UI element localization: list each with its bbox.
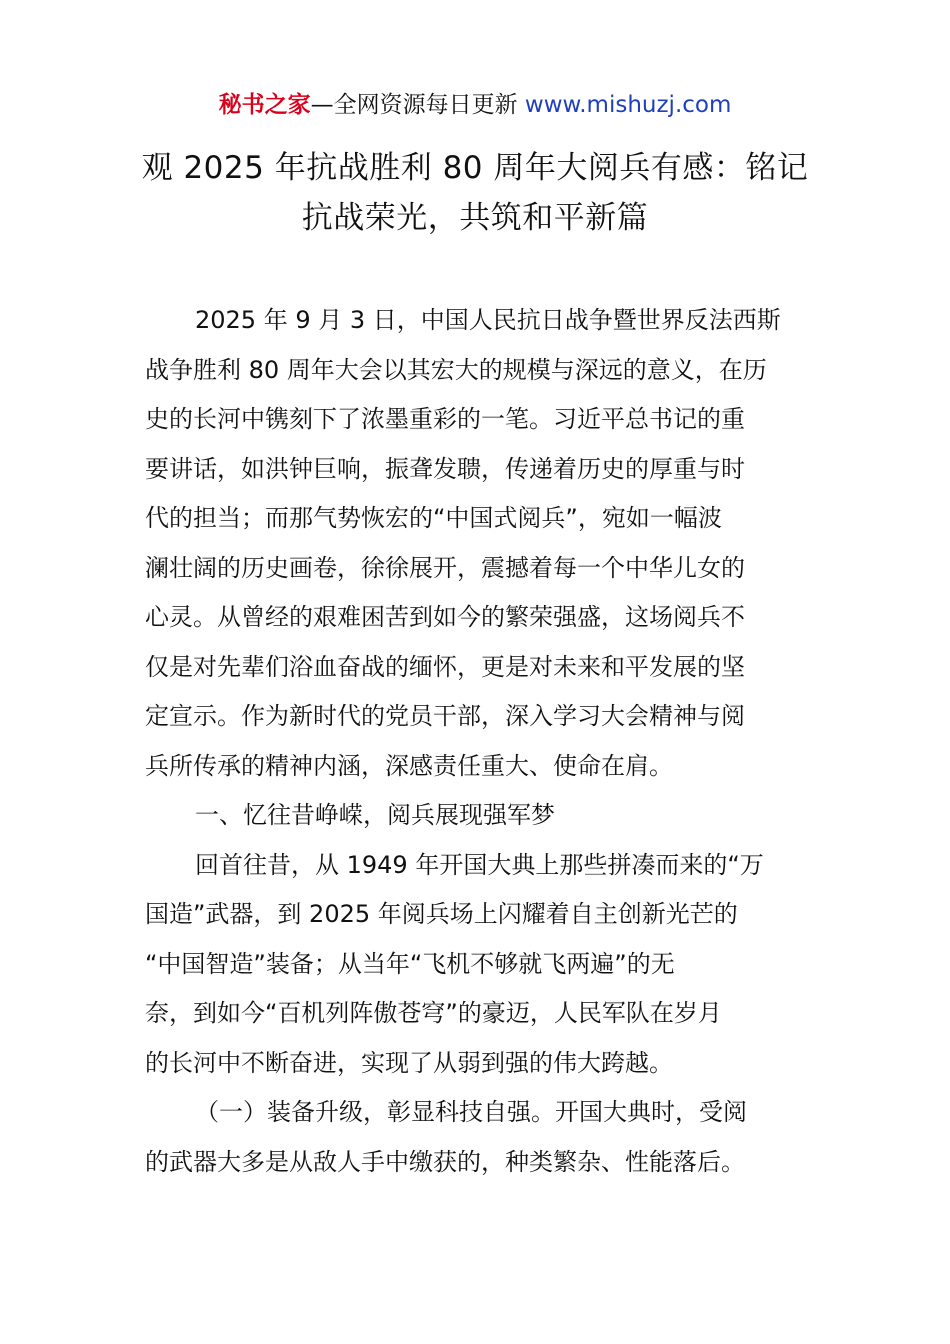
article-body [145, 296, 807, 1187]
paragraph-line: 代的担当；而那气势恢宏的“中国式阅兵”，宛如一幅波 [145, 504, 722, 532]
paragraph-line: 回首往昔，从 1949 年开国大典上那些拼凑而来的“万 [195, 850, 764, 879]
paragraph-line: 兵所传承的精神内涵，深感责任重大、使命在肩。 [145, 751, 673, 780]
paragraph-line: （一）装备升级，彰显科技自强。开国大典时，受阅 [195, 1098, 747, 1126]
title-line: 抗战荣光，共筑和平新篇 [301, 200, 649, 236]
title-line: 观 2025 年抗战胜利 80 周年大阅兵有感：铭记 [141, 150, 809, 186]
paragraph-line: 要讲话，如洪钟巨响，振聋发聩，传递着历史的厚重与时 [145, 454, 745, 483]
article-title [120, 143, 830, 243]
brand-name: 秘书之家 [218, 92, 311, 118]
paragraph-line: 国造”武器，到 2025 年阅兵场上闪耀着自主创新光芒的 [145, 900, 738, 928]
paragraph-line: 的长河中不断奋进，实现了从弱到强的伟大跨越。 [145, 1048, 673, 1077]
site-url-link[interactable]: www.mishuzj.com [524, 92, 732, 118]
paragraph-line: 心灵。从曾经的艰难困苦到如今的繁荣强盛，这场阅兵不 [145, 603, 745, 631]
paragraph-line: 奈，到如今“百机列阵傲苍穹”的豪迈，人民军队在岁月 [145, 999, 722, 1027]
site-header [0, 88, 950, 122]
header-tagline: —全网资源每日更新 [310, 92, 525, 118]
paragraph-line: 定宣示。作为新时代的党员干部，深入学习大会精神与阅 [145, 702, 745, 730]
paragraph-line: 战争胜利 80 周年大会以其宏大的规模与深远的意义，在历 [145, 355, 767, 384]
paragraph-line: 澜壮阔的历史画卷，徐徐展开，震撼着每一个中华儿女的 [145, 553, 745, 582]
paragraph-line: 的武器大多是从敌人手中缴获的，种类繁杂、性能落后。 [145, 1147, 745, 1176]
section-heading: 一、忆往昔峥嵘，阅兵展现强军梦 [195, 801, 555, 829]
paragraph-line: 仅是对先辈们浴血奋战的缅怀，更是对未来和平发展的坚 [145, 652, 745, 681]
paragraph-line: 史的长河中镌刻下了浓墨重彩的一笔。习近平总书记的重 [145, 405, 745, 433]
paragraph-line: 2025 年 9 月 3 日，中国人民抗日战争暨世界反法西斯 [195, 306, 781, 334]
paragraph-line: “中国智造”装备；从当年“飞机不够就飞两遍”的无 [145, 949, 675, 978]
